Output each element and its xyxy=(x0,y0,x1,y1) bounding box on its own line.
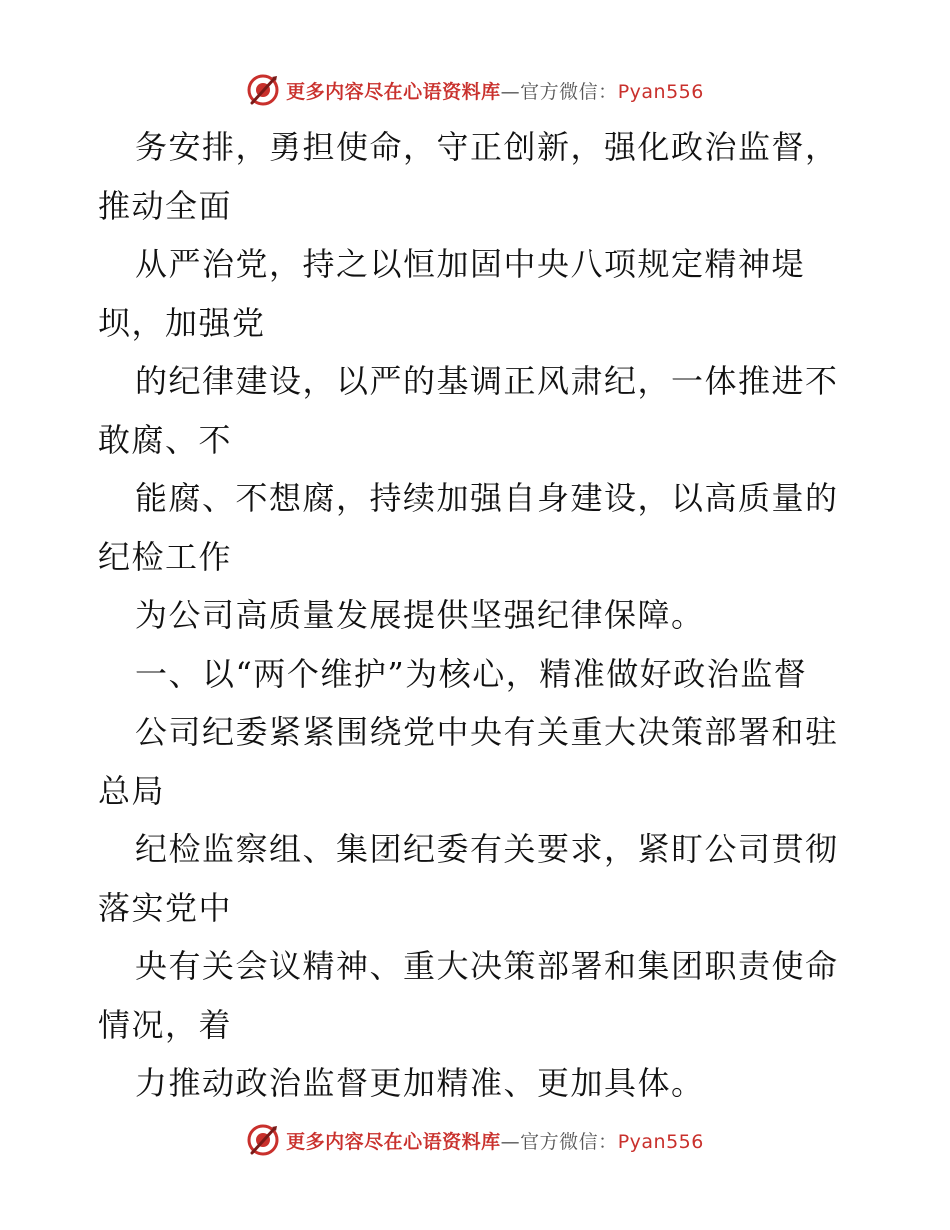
section-heading: 一、以“两个维护”为核心，精准做好政治监督 xyxy=(135,654,808,693)
watermark-main: 更多内容尽在心语资料库 xyxy=(286,1130,501,1153)
text-line: 从严治党，持之以恒加固中央八项规定精神堤 xyxy=(135,245,806,283)
text-line: 纪检监察组、集团纪委有关要求，紧盯公司贯彻 xyxy=(135,830,839,868)
pen-logo-icon xyxy=(246,73,280,107)
text-line: 情况，着 xyxy=(98,1005,233,1044)
watermark-id: Pyan556 xyxy=(617,1130,704,1153)
watermark-text xyxy=(286,1127,704,1154)
text-line: 为公司高质量发展提供坚强纪律保障。 xyxy=(135,596,705,634)
text-line: 纪检工作 xyxy=(98,537,233,576)
text-line: 能腐、不想腐，持续加强自身建设，以高质量的 xyxy=(135,479,839,517)
document-body xyxy=(98,118,858,1113)
text-line: 推动全面 xyxy=(98,186,233,225)
text-line: 总局 xyxy=(98,771,166,810)
watermark-sub: —官方微信： xyxy=(500,1130,618,1153)
watermark-header xyxy=(0,70,950,110)
text-line: 敢腐、不 xyxy=(98,420,233,459)
pen-logo-icon xyxy=(246,1123,280,1157)
text-line: 坝，加强党 xyxy=(98,303,266,342)
text-line: 公司纪委紧紧围绕党中央有关重大决策部署和驻 xyxy=(135,713,839,751)
text-line: 的纪律建设，以严的基调正风肃纪，一体推进不 xyxy=(135,362,839,400)
watermark-sub: —官方微信： xyxy=(500,80,618,103)
text-line: 落实党中 xyxy=(98,888,233,927)
watermark-main: 更多内容尽在心语资料库 xyxy=(286,80,501,103)
watermark-text xyxy=(286,77,704,104)
text-line: 务安排，勇担使命，守正创新，强化政治监督， xyxy=(135,128,839,166)
text-line: 央有关会议精神、重大决策部署和集团职责使命 xyxy=(135,947,839,985)
watermark-id: Pyan556 xyxy=(617,80,704,103)
text-line: 力推动政治监督更加精准、更加具体。 xyxy=(135,1064,705,1102)
watermark-footer xyxy=(0,1120,950,1160)
